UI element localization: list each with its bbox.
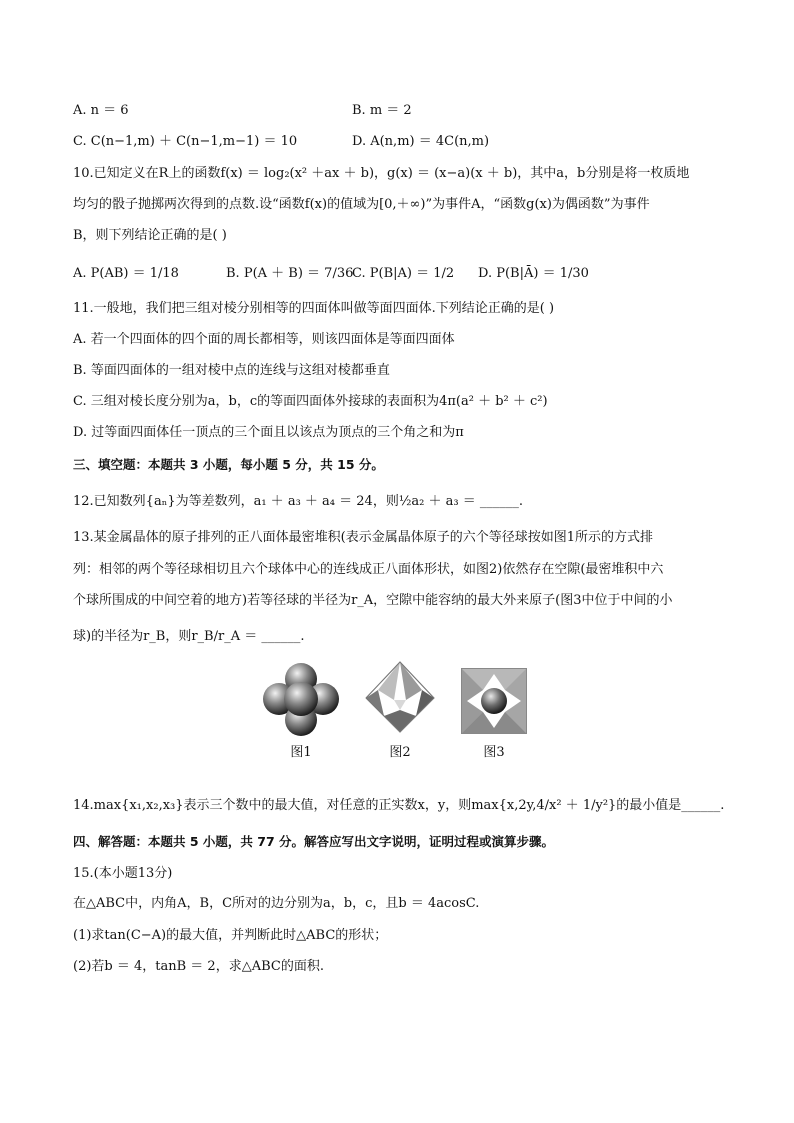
q10-option-b: B. P(A ＋ B) ＝ 7/36 [226, 266, 354, 281]
q10-line2: 均匀的骰子抛掷两次得到的点数.设“函数f(x)的值域为[0,＋∞)”为事件A，“函数g(x)为偶函数”为事件 [73, 197, 650, 212]
q13-line3: 个球所围成的中间空着的地方)若等径球的半径为r_A，空隙中能容纳的最大外来原子(图3中位于中间的小 [73, 593, 673, 608]
q14: 14.max{x₁,x₂,x₃}表示三个数中的最大值，对任意的正实数x，y，则max{x,2y,4/x² ＋ 1/y²}的最小值是______. [73, 798, 725, 813]
q9-option-a: A. n ＝ 6 [73, 103, 129, 118]
q12: 12.已知数列{aₙ}为等差数列，a₁ ＋ a₃ ＋ a₄ ＝ 24，则½a₂ ＋ a₃ ＝ ______. [73, 494, 523, 509]
q9-option-d: D. A(n,m) ＝ 4C(n,m) [352, 134, 490, 149]
q11-option-a: A. 若一个四面体的四个面的周长都相等，则该四面体是等面四面体 [73, 332, 455, 347]
q9-option-b: B. m ＝ 2 [352, 103, 412, 118]
q11-option-b: B. 等面四面体的一组对棱中点的连线与这组对棱都垂直 [73, 363, 390, 378]
q15-part1: (1)求tan(C−A)的最大值，并判断此时△ABC的形状； [73, 928, 388, 943]
q15-part2: (2)若b ＝ 4，tanB ＝ 2，求△ABC的面积. [73, 959, 324, 974]
section-3-heading: 三、填空题：本题共 3 小题，每小题 5 分，共 15 分。 [73, 457, 384, 472]
figure-3-caption: 图3 [483, 745, 505, 760]
q10-line1: 10.已知定义在R上的函数f(x) ＝ log₂(x² ＋ax ＋ b)，g(x) ＝ (x−a)(x ＋ b)，其中a，b分别是将一枚质地 [73, 166, 690, 181]
q15-stem: 在△ABC中，内角A，B，C所对的边分别为a，b，c，且b ＝ 4acosC. [73, 896, 480, 911]
q10-option-a: A. P(AB) ＝ 1/18 [73, 266, 179, 281]
q13-line4: 球)的半径为r_B，则r_B/r_A ＝ ______. [73, 629, 305, 644]
figure-1-spheres [262, 662, 340, 738]
figure-1-caption: 图1 [290, 745, 312, 760]
q11-stem: 11.一般地，我们把三组对棱分别相等的四面体叫做等面四面体.下列结论正确的是( ) [73, 301, 555, 316]
q13-line2: 列：相邻的两个等径球相切且六个球体中心的连线成正八面体形状，如图2)依然存在空隙(最密堆积中六 [73, 562, 664, 577]
q15-heading: 15.(本小题13分) [73, 866, 173, 881]
figure-3-square-void [461, 668, 527, 734]
q10-option-d: D. P(B|Ā) ＝ 1/30 [478, 266, 589, 281]
q10-option-c: C. P(B|A) ＝ 1/2 [352, 266, 455, 281]
q9-option-c: C. C(n−1,m) ＋ C(n−1,m−1) ＝ 10 [73, 134, 298, 149]
section-4-heading: 四、解答题：本题共 5 小题，共 77 分。解答应写出文字说明，证明过程或演算步骤。 [73, 834, 555, 849]
figure-2-octahedron [364, 660, 436, 734]
figure-2-caption: 图2 [389, 745, 411, 760]
q11-option-c: C. 三组对棱长度分别为a，b，c的等面四面体外接球的表面积为4π(a² ＋ b² ＋ c²) [73, 394, 548, 409]
q10-line3: B，则下列结论正确的是( ) [73, 228, 227, 243]
q13-line1: 13.某金属晶体的原子排列的正八面体最密堆积(表示金属晶体原子的六个等径球按如图1所示的方式排 [73, 530, 654, 545]
q11-option-d: D. 过等面四面体任一顶点的三个面且以该点为顶点的三个角之和为π [73, 425, 464, 440]
